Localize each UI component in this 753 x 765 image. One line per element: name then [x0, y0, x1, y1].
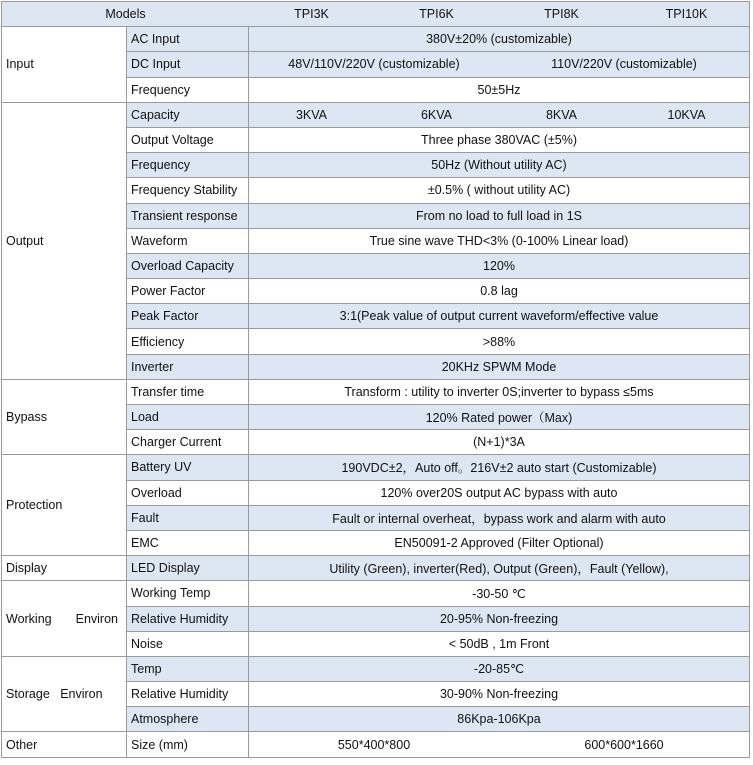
- param-label: Working Temp: [127, 581, 249, 606]
- group-working-word: Working: [6, 611, 52, 626]
- models-label: Models: [105, 7, 146, 22]
- param-label: Transfer time: [127, 379, 249, 404]
- group-environ-word: Environ: [75, 611, 118, 626]
- param-label: EMC: [127, 530, 249, 555]
- param-label: Noise: [127, 631, 249, 656]
- value-large-models: 110V/220V (customizable): [551, 57, 697, 72]
- size-small-models: 550*400*800: [337, 737, 411, 752]
- param-label: Peak Factor: [127, 304, 249, 329]
- param-value: Three phase 380VAC (±5%): [249, 127, 750, 152]
- param-value: (N+1)*3A: [249, 430, 750, 455]
- group-storage-environ: [2, 656, 127, 732]
- param-label: Efficiency: [127, 329, 249, 354]
- row-ac-input: [2, 27, 750, 52]
- param-value: 120%: [249, 253, 750, 278]
- param-value: Utility (Green), inverter(Red), Output (Green)，Fault (Yellow),: [249, 556, 750, 581]
- param-label: Transient response: [127, 203, 249, 228]
- param-value: True sine wave THD<3% (0-100% Linear load): [249, 228, 750, 253]
- group-environ-word: Environ: [60, 687, 103, 702]
- param-value: < 50dB , 1m Front: [249, 631, 750, 656]
- param-value: 0.8 lag: [249, 279, 750, 304]
- header-cell: [2, 2, 750, 27]
- param-label: Load: [127, 405, 249, 430]
- model-tpi3k: TPI3K: [294, 7, 329, 22]
- param-label: Capacity: [127, 102, 249, 127]
- capacity-8k: 8KVA: [545, 107, 578, 122]
- model-tpi8k: TPI8K: [544, 7, 579, 22]
- param-value: 20-95% Non-freezing: [249, 606, 750, 631]
- group-input: Input: [2, 27, 127, 103]
- value-small-models: 48V/110V/220V (customizable): [288, 57, 460, 72]
- param-label: Frequency: [127, 153, 249, 178]
- header-row: [2, 2, 750, 27]
- param-label: Relative Humidity: [127, 606, 249, 631]
- param-label: Frequency: [127, 77, 249, 102]
- param-value: Transform : utility to inverter 0S;inverter to bypass ≤5ms: [249, 379, 750, 404]
- param-value: 380V±20% (customizable): [249, 27, 750, 52]
- param-label: Waveform: [127, 228, 249, 253]
- param-value: 120% Rated power（Max): [249, 405, 750, 430]
- row-working-temp: [2, 581, 750, 606]
- param-value-split: [249, 52, 750, 77]
- spec-table: [1, 1, 750, 758]
- model-tpi6k: TPI6K: [419, 7, 454, 22]
- param-label: Charger Current: [127, 430, 249, 455]
- row-size: [2, 732, 750, 757]
- param-value-split: [249, 102, 750, 127]
- param-label: Fault: [127, 505, 249, 530]
- param-label: Battery UV: [127, 455, 249, 480]
- param-label: LED Display: [127, 556, 249, 581]
- param-label: Inverter: [127, 354, 249, 379]
- param-value: 120% over20S output AC bypass with auto: [249, 480, 750, 505]
- param-value: 3:1(Peak value of output current waveform/effective value: [249, 304, 750, 329]
- group-protection: Protection: [2, 455, 127, 556]
- param-label: Power Factor: [127, 279, 249, 304]
- param-value: ±0.5% ( without utility AC): [249, 178, 750, 203]
- row-capacity: [2, 102, 750, 127]
- param-value-split: [249, 732, 750, 757]
- param-label: Size (mm): [127, 732, 249, 757]
- capacity-3k: 3KVA: [295, 107, 328, 122]
- param-value: >88%: [249, 329, 750, 354]
- param-label: AC Input: [127, 27, 249, 52]
- param-value: 190VDC±2，Auto off。216V±2 auto start (Customizable): [249, 455, 750, 480]
- param-label: Overload Capacity: [127, 253, 249, 278]
- group-other: Other: [2, 732, 127, 757]
- group-working-environ: [2, 581, 127, 657]
- param-value: 30-90% Non-freezing: [249, 682, 750, 707]
- param-value: 50Hz (Without utility AC): [249, 153, 750, 178]
- param-value: -20-85℃: [249, 656, 750, 681]
- capacity-10k: 10KVA: [667, 107, 706, 122]
- param-label: Frequency Stability: [127, 178, 249, 203]
- param-value: -30-50 ℃: [249, 581, 750, 606]
- param-label: Atmosphere: [127, 707, 249, 732]
- param-value: 86Kpa-106Kpa: [249, 707, 750, 732]
- group-display: Display: [2, 556, 127, 581]
- row-storage-temp: [2, 656, 750, 681]
- size-large-models: 600*600*1660: [584, 737, 664, 752]
- model-tpi10k: TPI10K: [665, 7, 708, 22]
- param-label: Relative Humidity: [127, 682, 249, 707]
- group-storage-word: Storage: [6, 687, 50, 702]
- row-transfer-time: [2, 379, 750, 404]
- param-value: EN50091-2 Approved (Filter Optional): [249, 530, 750, 555]
- row-battery-uv: [2, 455, 750, 480]
- param-label: Temp: [127, 656, 249, 681]
- group-bypass: Bypass: [2, 379, 127, 455]
- param-value: From no load to full load in 1S: [249, 203, 750, 228]
- param-value: 50±5Hz: [249, 77, 750, 102]
- row-led-display: [2, 556, 750, 581]
- capacity-6k: 6KVA: [420, 107, 453, 122]
- param-label: Output Voltage: [127, 127, 249, 152]
- param-value: 20KHz SPWM Mode: [249, 354, 750, 379]
- param-value: Fault or internal overheat，bypass work and alarm with auto: [249, 505, 750, 530]
- group-output: Output: [2, 102, 127, 379]
- param-label: Overload: [127, 480, 249, 505]
- param-label: DC Input: [127, 52, 249, 77]
